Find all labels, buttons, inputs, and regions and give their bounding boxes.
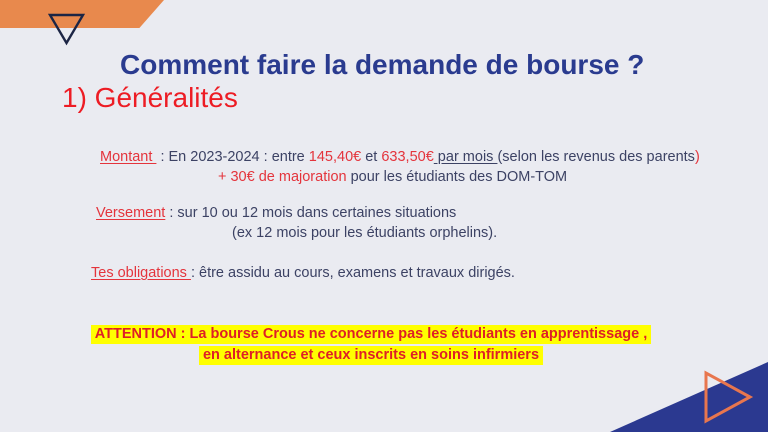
slide-title: Comment faire la demande de bourse ? <box>120 49 645 80</box>
obligations-label: Tes obligations <box>91 265 191 281</box>
majoration-rest: pour les étudiants des DOM-TOM <box>346 169 568 185</box>
attention-line-1 <box>75 324 667 345</box>
versement-line-1 <box>96 204 456 223</box>
attention-line-2-text: en alternance et ceux inscrits en soins infirmiers <box>199 346 543 365</box>
obligations-line <box>91 264 515 283</box>
versement-example: (ex 12 mois pour les étudiants orphelins). <box>232 225 498 241</box>
majoration-text: + 30€ de majoration <box>218 169 347 185</box>
versement-line-2 <box>232 224 497 243</box>
amount-low: 145,40€ <box>308 149 362 165</box>
obligations-text: : être assidu au cours, examens et travaux dirigés. <box>190 265 515 281</box>
montant-parenthetical: (selon les revenus des parents <box>497 149 695 165</box>
down-triangle-icon <box>47 13 86 46</box>
montant-label: Montant <box>100 149 157 165</box>
play-triangle-icon <box>699 367 757 427</box>
versement-label: Versement <box>96 205 166 221</box>
versement-text: : sur 10 ou 12 mois dans certaines situations <box>165 205 457 221</box>
montant-line-2 <box>218 168 567 187</box>
paren-close: ) <box>694 149 700 165</box>
attention-line-2 <box>75 345 667 366</box>
per-month-text: par mois <box>433 149 498 165</box>
montant-conjunction: et <box>361 149 382 165</box>
attention-block <box>75 324 667 366</box>
amount-high: 633,50€ <box>381 149 434 165</box>
attention-line-1-text: ATTENTION : La bourse Crous ne concerne pas les étudiants en apprentissage , <box>91 325 651 344</box>
section-heading: 1) Généralités <box>62 82 238 113</box>
montant-intro: : En 2023-2024 : entre <box>156 149 309 165</box>
montant-line-1 <box>100 148 700 167</box>
